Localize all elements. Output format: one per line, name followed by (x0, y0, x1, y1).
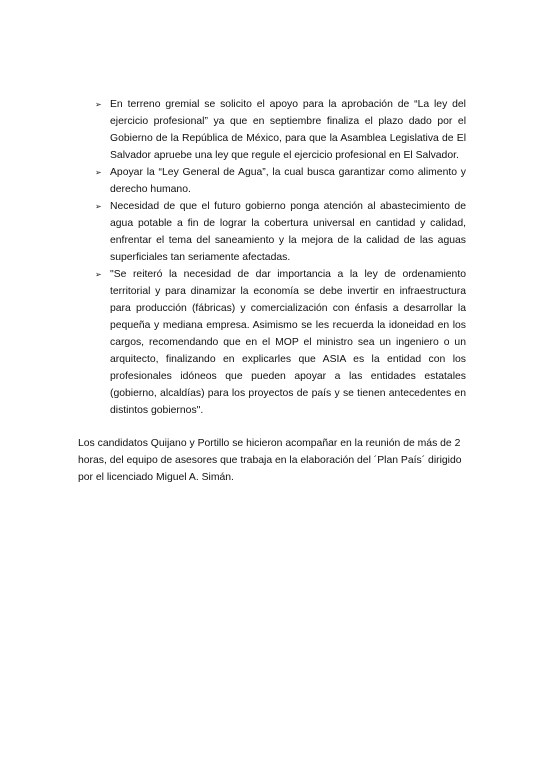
document-body (78, 96, 466, 486)
bullet-list (78, 96, 466, 419)
bullet-text: "Se reiteró la necesidad de dar importancia a la ley de ordenamiento territorial y para dinamizar la economía se debe invertir en infraestructura para producción (fábricas) y comercialización con énfasis a desarrollar la pequeña y mediana empresa. Asimismo se les recuerda la idoneidad en los cargos, recomendando que en el MOP el ministro sea un ingeniero o un arquitecto, finalizando en explicarles que ASIA es la entidad con los profesionales idóneos que pueden apoyar a las entidades estatales (gobierno, alcaldías) para los proyectos de país y se tienen antecedentes en distintos gobiernos". (110, 269, 466, 416)
closing-paragraph: Los candidatos Quijano y Portillo se hicieron acompañar en la reunión de más de 2 horas, del equipo de asesores que trabaja en la elaboración del ´Plan País´ dirigido por el licenciado Miguel A. Simán. (78, 438, 462, 483)
list-item (78, 164, 466, 198)
arrowhead-bullet-icon: ➢ (95, 270, 102, 279)
list-item (78, 96, 466, 164)
arrowhead-bullet-icon: ➢ (95, 100, 102, 109)
list-item (78, 266, 466, 419)
bullet-text: Apoyar la “Ley General de Agua”, la cual busca garantizar como alimento y derecho humano. (110, 167, 466, 195)
bullet-text: En terreno gremial se solicito el apoyo para la aprobación de “La ley del ejercicio profesional” ya que en septiembre finaliza el plazo dado por el Gobierno de la República de México, para que la Asamblea Legislativa de El Salvador apruebe una ley que regule el ejercicio profesional en El Salvador. (110, 99, 466, 161)
arrowhead-bullet-icon: ➢ (95, 168, 102, 177)
bullet-text: Necesidad de que el futuro gobierno ponga atención al abastecimiento de agua potable a fin de lograr la cobertura universal en cantidad y calidad, enfrentar el tema del saneamiento y la mejora de la calidad de las aguas superficiales tan seriamente afectadas. (110, 201, 466, 263)
list-item (78, 198, 466, 266)
arrowhead-bullet-icon: ➢ (95, 202, 102, 211)
